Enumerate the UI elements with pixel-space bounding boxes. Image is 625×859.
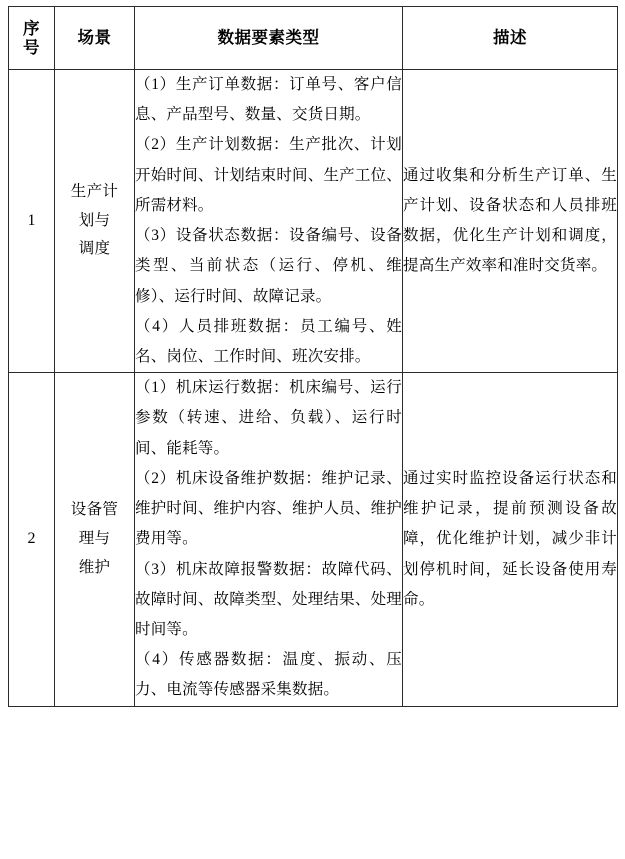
data-elements-table	[8, 6, 618, 707]
cell-no: 1	[9, 70, 55, 373]
column-header-no-line2: 号	[23, 38, 40, 57]
column-header-desc: 描述	[403, 7, 618, 70]
cell-scene-line: 生产计	[70, 183, 119, 201]
table-header	[9, 7, 618, 70]
type-item: （4）人员排班数据：员工编号、姓名、岗位、工作时间、班次安排。	[135, 317, 402, 365]
column-header-scene: 场景	[55, 7, 135, 70]
type-item: （4）传感器数据：温度、振动、压力、电流等传感器采集数据。	[135, 651, 402, 699]
cell-data-element-types	[135, 70, 403, 373]
cell-no: 2	[9, 373, 55, 706]
type-item: （1）生产订单数据：订单号、客户信息、产品型号、数量、交货日期。	[135, 76, 402, 124]
table-header-row	[9, 7, 618, 70]
column-header-no	[9, 7, 55, 70]
cell-data-element-types	[135, 373, 403, 706]
table-body	[9, 70, 618, 707]
table-row	[9, 70, 618, 373]
type-item: （2）生产计划数据：生产批次、计划开始时间、计划结束时间、生产工位、所需材料。	[135, 136, 402, 214]
type-item: （2）机床设备维护数据：维护记录、维护时间、维护内容、维护人员、维护费用等。	[135, 469, 402, 548]
cell-description	[403, 373, 618, 706]
type-item: （3）设备状态数据：设备编号、设备类型、当前状态（运行、停机、维修）、运行时间、故障记录。	[135, 227, 402, 305]
column-header-no-line1: 序	[23, 18, 40, 38]
cell-description	[403, 70, 618, 373]
description-text: 通过实时监控设备运行状态和维护记录，提前预测设备故障，优化维护计划，减少非计划停机时间，延长设备使用寿命。	[403, 469, 617, 608]
column-header-type: 数据要素类型	[135, 7, 403, 70]
cell-scene-line: 理与	[78, 530, 111, 548]
table-row	[9, 373, 618, 706]
description-text: 通过收集和分析生产订单、生产计划、设备状态和人员排班数据，优化生产计划和调度，提高生产效率和准时交货率。	[403, 166, 617, 275]
type-item: （3）机床故障报警数据：故障代码、故障时间、故障类型、处理结果、处理时间等。	[135, 560, 402, 638]
cell-scene	[55, 373, 135, 706]
cell-scene	[55, 70, 135, 373]
cell-scene-line: 维护	[78, 558, 111, 576]
cell-scene-line: 调度	[78, 240, 111, 258]
cell-scene-line: 划与	[78, 211, 111, 229]
type-item: （1）机床运行数据：机床编号、运行参数（转速、进给、负载）、运行时间、能耗等。	[135, 379, 402, 457]
cell-scene-line: 设备管	[70, 501, 119, 519]
